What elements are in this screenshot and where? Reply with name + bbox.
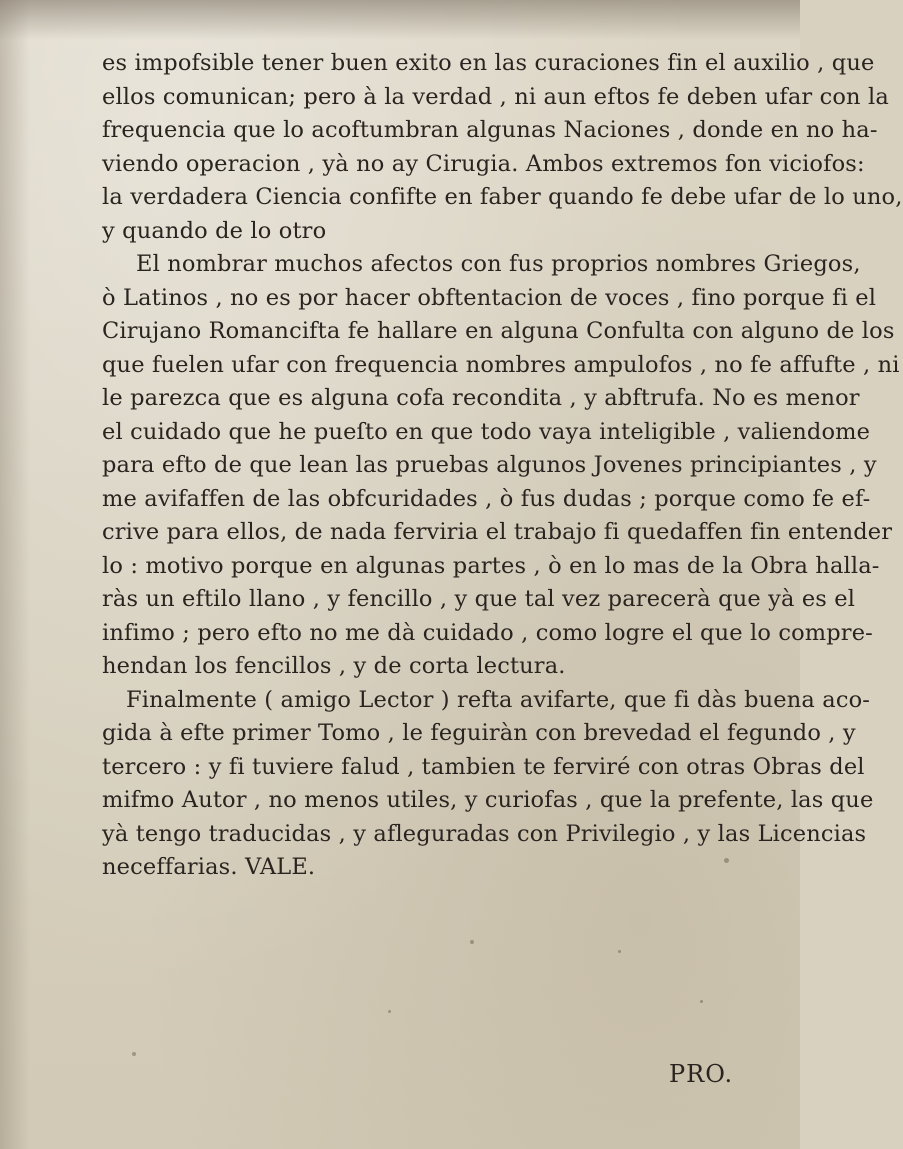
text-line: tercero : y fi tuviere falud , tambien te ferviré con otras Obras del [102,753,865,780]
paper-speckle [700,1000,703,1003]
text-line: mifmo Autor , no menos utiles, y curiofas , que la prefente, las que [102,787,874,813]
paragraph-start-line: El nombrar muchos afectos con fus proprios nombres Griegos, [136,251,861,277]
text-line: neceffarias. VALE. [102,854,316,880]
text-line: es impofsible tener buen exito en las curaciones fin el auxilio , que [102,50,875,76]
text-line: frequencia que lo acoftumbran algunas Naciones , donde en no ha- [102,117,878,143]
text-line: ràs un eftilo llano , y fencillo , y que tal vez parecerà que yà es el [102,586,856,612]
page-top-shadow [0,0,800,40]
text-line: lo : motivo porque en algunas partes , ò en lo mas de la Obra halla- [102,552,880,579]
text-line: la verdadera Ciencia confifte en faber quando fe debe ufar de lo uno, [102,184,903,210]
text-line: el cuidado que he pueſto en que todo vaya inteligible , valiendome [102,418,871,445]
catchword: PRO. [669,1060,734,1088]
text-line: me avifaffen de las obfcuridades , ò fus dudas ; porque como fe ef- [102,485,871,512]
text-line: y quando de lo otro [102,217,327,244]
text-line: le parezca que es alguna cofa recondita , y abftrufa. No es menor [102,385,860,411]
page-gutter-shadow [0,0,30,1149]
text-line: gida à efte primer Tomo , le feguiràn con brevedad el fegundo , y [102,720,856,746]
text-line: hendan los fencillos , y de corta lectura. [102,653,566,679]
body-text [102,47,903,885]
paper-speckle [388,1010,391,1013]
text-line: crive para ellos, de nada ferviria el trabajo fi quedaffen fin entender [102,519,893,545]
text-line: que fuelen ufar con frequencia nombres ampulofos , no fe affufte , ni [102,351,900,378]
text-line: infimo ; pero efto no me dà cuidado , como logre el que lo compre- [102,619,873,646]
paper-speckle [470,940,474,944]
text-line: yà tengo traducidas , y afleguradas con Privilegio , y las Licencias [102,820,867,847]
text-line: viendo operacion , yà no ay Cirugia. Ambos extremos fon viciofos: [102,150,865,177]
text-line: Cirujano Romancifta fe hallare en alguna Confulta con alguno de los [102,318,895,344]
paper-speckle [724,858,729,863]
text-line: ò Latinos , no es por hacer obftentacion de voces , fino porque fi el [102,284,877,311]
paragraph-start-line: Finalmente ( amigo Lector ) refta avifarte, que fi dàs buena aco- [126,686,871,713]
text-line: ellos comunican; pero à la verdad , ni aun eftos fe deben ufar con la [102,83,889,110]
paper-speckle [132,1052,136,1056]
paper-speckle [618,950,621,953]
text-line: para efto de que lean las pruebas algunos Jovenes principiantes , y [102,452,877,478]
